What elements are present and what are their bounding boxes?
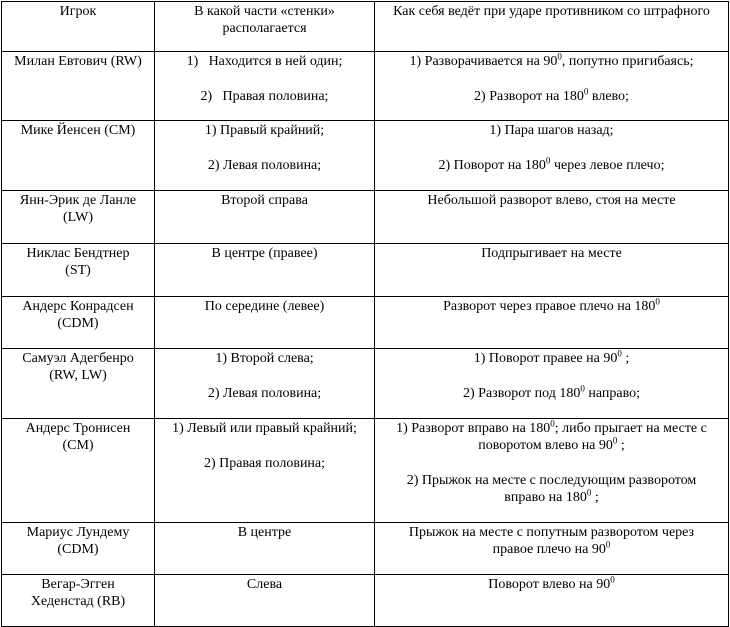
table-row (2, 244, 729, 297)
behavior-cell: Подпрыгивает на месте (375, 244, 729, 297)
position-cell: В центре (155, 523, 375, 575)
behavior-cell: 1) Разворот вправо на $180^0$; либо прыгает на месте с поворотом влево на $90^0$ ; 2) Прыжок на месте с последующим разворотом вправо на $180^0$ ; (375, 419, 729, 523)
table-row (2, 52, 729, 121)
table-row (2, 349, 729, 419)
player-cell: Андерс Тронисен (CM) (2, 419, 155, 523)
players-wall-table (1, 1, 729, 627)
player-cell: Андерс Конрадсен (CDM) (2, 297, 155, 349)
player-cell: Мике Йенсен (CM) (2, 121, 155, 191)
header-row (2, 2, 729, 52)
table-row (2, 419, 729, 523)
player-cell: Никлас Бендтнер (ST) (2, 244, 155, 297)
behavior-cell: Небольшой разворот влево, стоя на месте (375, 191, 729, 244)
position-cell: 1) Правый крайний; 2) Левая половина; (155, 121, 375, 191)
header-position: В какой части «стенки» располагается (155, 2, 375, 52)
table-row (2, 575, 729, 627)
player-cell: Мариус Лундему (CDM) (2, 523, 155, 575)
table-row (2, 523, 729, 575)
behavior-cell: Прыжок на месте с попутным разворотом через правое плечо на $90^0$ (375, 523, 729, 575)
position-cell: Слева (155, 575, 375, 627)
position-cell: В центре (правее) (155, 244, 375, 297)
header-behavior: Как себя ведёт при ударе противником со штрафного (375, 2, 729, 52)
position-cell: 1) Левый или правый крайний; 2) Правая половина; (155, 419, 375, 523)
behavior-cell: 1) Поворот правее на $90^0$ ; 2) Разворот под $180^0$ направо; (375, 349, 729, 419)
behavior-cell: Поворот влево на $90^0$ (375, 575, 729, 627)
header-player: Игрок (2, 2, 155, 52)
player-cell: Милан Евтович (RW) (2, 52, 155, 121)
behavior-cell: 1) Разворачивается на $90^0$, попутно пригибаясь; 2) Разворот на $180^0$ влево; (375, 52, 729, 121)
behavior-cell: Разворот через правое плечо на $180^0$ (375, 297, 729, 349)
position-cell: По середине (левее) (155, 297, 375, 349)
table-row (2, 191, 729, 244)
position-cell: 1) Находится в ней один; 2) Правая половина; (155, 52, 375, 121)
behavior-cell: 1) Пара шагов назад; 2) Поворот на $180^0$ через левое плечо; (375, 121, 729, 191)
player-cell: Вегар-Эгген Хеденстад (RB) (2, 575, 155, 627)
table-row (2, 121, 729, 191)
player-cell: Самуэл Адегбенро (RW, LW) (2, 349, 155, 419)
position-cell: 1) Второй слева; 2) Левая половина; (155, 349, 375, 419)
table-row (2, 297, 729, 349)
position-cell: Второй справа (155, 191, 375, 244)
player-cell: Янн-Эрик де Ланле (LW) (2, 191, 155, 244)
